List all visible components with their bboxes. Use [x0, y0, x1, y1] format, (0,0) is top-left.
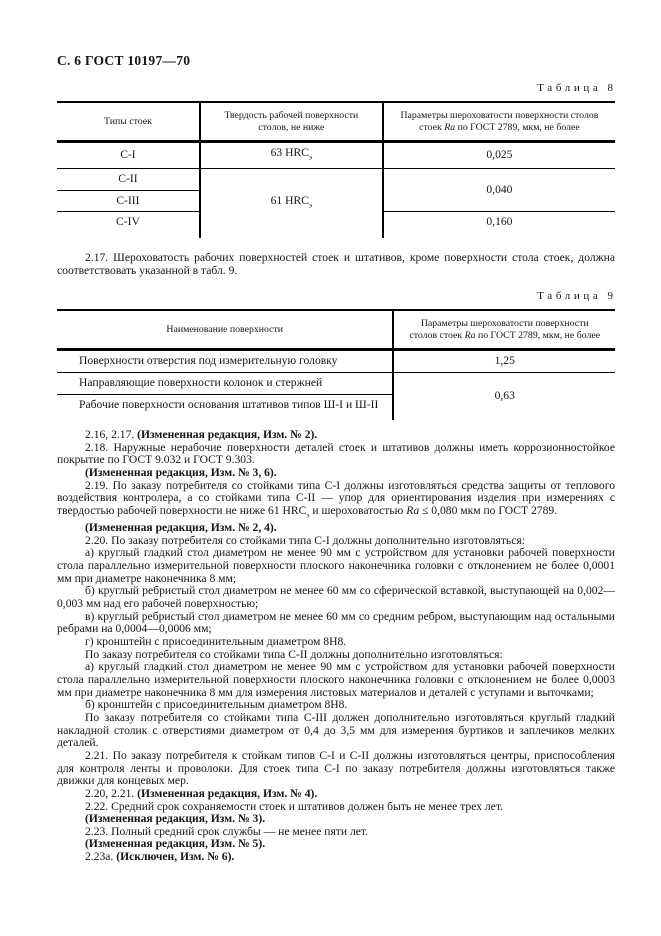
table8-caption: [57, 82, 615, 94]
paragraph: 2.20, 2.21. (Измененная редакция, Изм. № 4).: [85, 786, 318, 800]
paragraph: а) круглый гладкий стол диаметром не менее 90 мм с устройством для установки рабочей поверхности стола параллельно измерительной поверхности плоского наконечника головки с отклонением не более 0,0001 мм при диаметре наконечника 8 мм;: [57, 546, 615, 585]
table8-header-hardness: Твердость рабочей поверхности столов, не ниже: [200, 102, 383, 142]
paragraph: 2.22. Средний срок сохраняемости стоек и штативов должен быть не менее трех лет.: [85, 799, 503, 813]
paragraph: 2.20. По заказу потребителя со стойками типа С-I должны дополнительно изготовляться:: [85, 533, 525, 547]
table9-header-roughness: Параметры шероховатости поверхности столов стоек Ra по ГОСТ 2789, мкм, не более: [393, 310, 615, 350]
paragraph: а) круглый гладкий стол диаметром не менее 90 мм с устройством для установки рабочей поверхности стола параллельно измерительной поверхности плоского наконечника головки с отклонением не более 0,0003 мм при диаметре наконечника 8 мм для измерения листовых материалов и деталей с уступами и выточками;: [57, 660, 615, 699]
page-header: С. 6 ГОСТ 10197—70: [57, 53, 191, 68]
paragraph: в) круглый ребристый стол диаметром не менее 60 мм со средним ребром, выступающим над остальными ребрами на 0,0004—0,0006 мм;: [57, 609, 615, 636]
paragraph: 2.23. Полный средний срок службы — не менее пяти лет.: [85, 824, 368, 838]
paragraph: 2.23а. (Исключен, Изм. № 6).: [85, 850, 235, 864]
hardness-cell: 63 $HRC_э$: [200, 142, 383, 169]
table-row: [57, 169, 615, 191]
paragraph: (Измененная редакция, Изм. № 3, 6).: [85, 466, 277, 480]
paragraph: 2.19. По заказу потребителя со стойками типа С-I должны изготовляться средства защиты от теплового воздействия контролера, а со стойками типа С-II — упор для ориентирования изделия при измерениях с твердостью рабочей поверхности не ниже 61 $HRC_э$ и шероховатостью Ra ≤ 0,080 мкм по ГОСТ 2789.: [57, 478, 615, 520]
roughness-cell: 0,63: [393, 372, 615, 420]
surface-name-cell: Рабочие поверхности основания штативов типов Ш-I и Ш-II: [57, 394, 393, 420]
roughness-cell: 0,025: [383, 142, 615, 169]
table-row: [57, 372, 615, 394]
hardness-cell: 61 $HRC_э$: [200, 169, 383, 238]
page-content: [57, 0, 615, 864]
ra-symbol: Ra: [444, 121, 456, 133]
paragraph: (Измененная редакция, Изм. № 3).: [85, 812, 266, 826]
ra-symbol: Ra: [464, 329, 476, 341]
table9-caption-number: 9: [607, 290, 613, 303]
section-2-17: [57, 252, 615, 277]
paragraph: 2.21. По заказу потребителя к стойкам типов С-I и С-II должны изготовляться центры, приспособления для контроля ленты и проволоки. Для стоек типа С-I по заказу потребителя должны изготовляться также движки для концевых мер.: [57, 748, 615, 788]
paragraph: б) кронштейн с присоединительным диаметром 8Н8.: [85, 698, 348, 712]
paragraph: 2.16, 2.17. (Измененная редакция, Изм. № 2).: [85, 428, 318, 442]
table8: [57, 101, 615, 238]
table9-caption-word: Таблица: [537, 290, 602, 303]
table9-header-surface: Наименование поверхности: [57, 310, 393, 350]
surface-name-cell: Поверхности отверстия под измерительную головку: [79, 354, 338, 368]
roughness-cell: 0,160: [383, 212, 615, 238]
paragraph: г) кронштейн с присоединительным диаметром 8Н8.: [85, 634, 347, 648]
table9-header-row: [57, 310, 615, 350]
table9-caption: [57, 290, 615, 302]
roughness-cell: 1,25: [393, 350, 615, 373]
stand-type-cell: С-II: [57, 169, 200, 191]
table8-caption-number: 8: [607, 82, 613, 94]
table8-header-roughness: Параметры шероховатости поверхности столов стоек Ra по ГОСТ 2789, мкм, не более: [383, 102, 615, 142]
paragraph: (Измененная редакция, Изм. № 5).: [85, 837, 266, 851]
table8-header-row: [57, 102, 615, 142]
paragraph: По заказу потребителя со стойками типа С-II должны дополнительно изготовляться:: [85, 647, 503, 661]
paragraph: 2.18. Наружные нерабочие поверхности деталей стоек и штативов должны иметь коррозионностойкое покрытие по ГОСТ 9.032 и ГОСТ 9.303.: [57, 440, 615, 467]
document-body-text: [57, 429, 615, 864]
table-row: [57, 142, 615, 169]
paragraph: По заказу потребителя со стойками типа С-III должен дополнительно изготовляться круглый гладкий накладной столик с отверстиями диаметром от 0,4 до 3,5 мм для измерения буртиков и заплечиков мелких деталей.: [57, 710, 615, 750]
table-row: [57, 350, 615, 373]
paragraph: (Измененная редакция, Изм. № 2, 4).: [85, 521, 277, 535]
surface-name-cell: Направляющие поверхности колонок и стержней: [57, 372, 393, 394]
table8-caption-word: Таблица: [537, 82, 602, 94]
table9: [57, 309, 615, 420]
roughness-cell: 0,040: [383, 169, 615, 212]
table8-header-types: Типы стоек: [57, 102, 200, 142]
paragraph: 2.17. Шероховатость рабочих поверхностей стоек и штативов, кроме поверхности стола стоек, должна соответствовать указанной в табл. 9.: [57, 250, 615, 277]
stand-type-cell: С-IV: [57, 212, 200, 238]
paragraph: б) круглый ребристый стол диаметром не менее 60 мм со сферической вставкой, выступающей на 0,002—0,003 мм над его рабочей поверхностью;: [57, 584, 615, 610]
stand-type-cell: С-I: [120, 148, 136, 162]
stand-type-cell: С-III: [57, 190, 200, 212]
